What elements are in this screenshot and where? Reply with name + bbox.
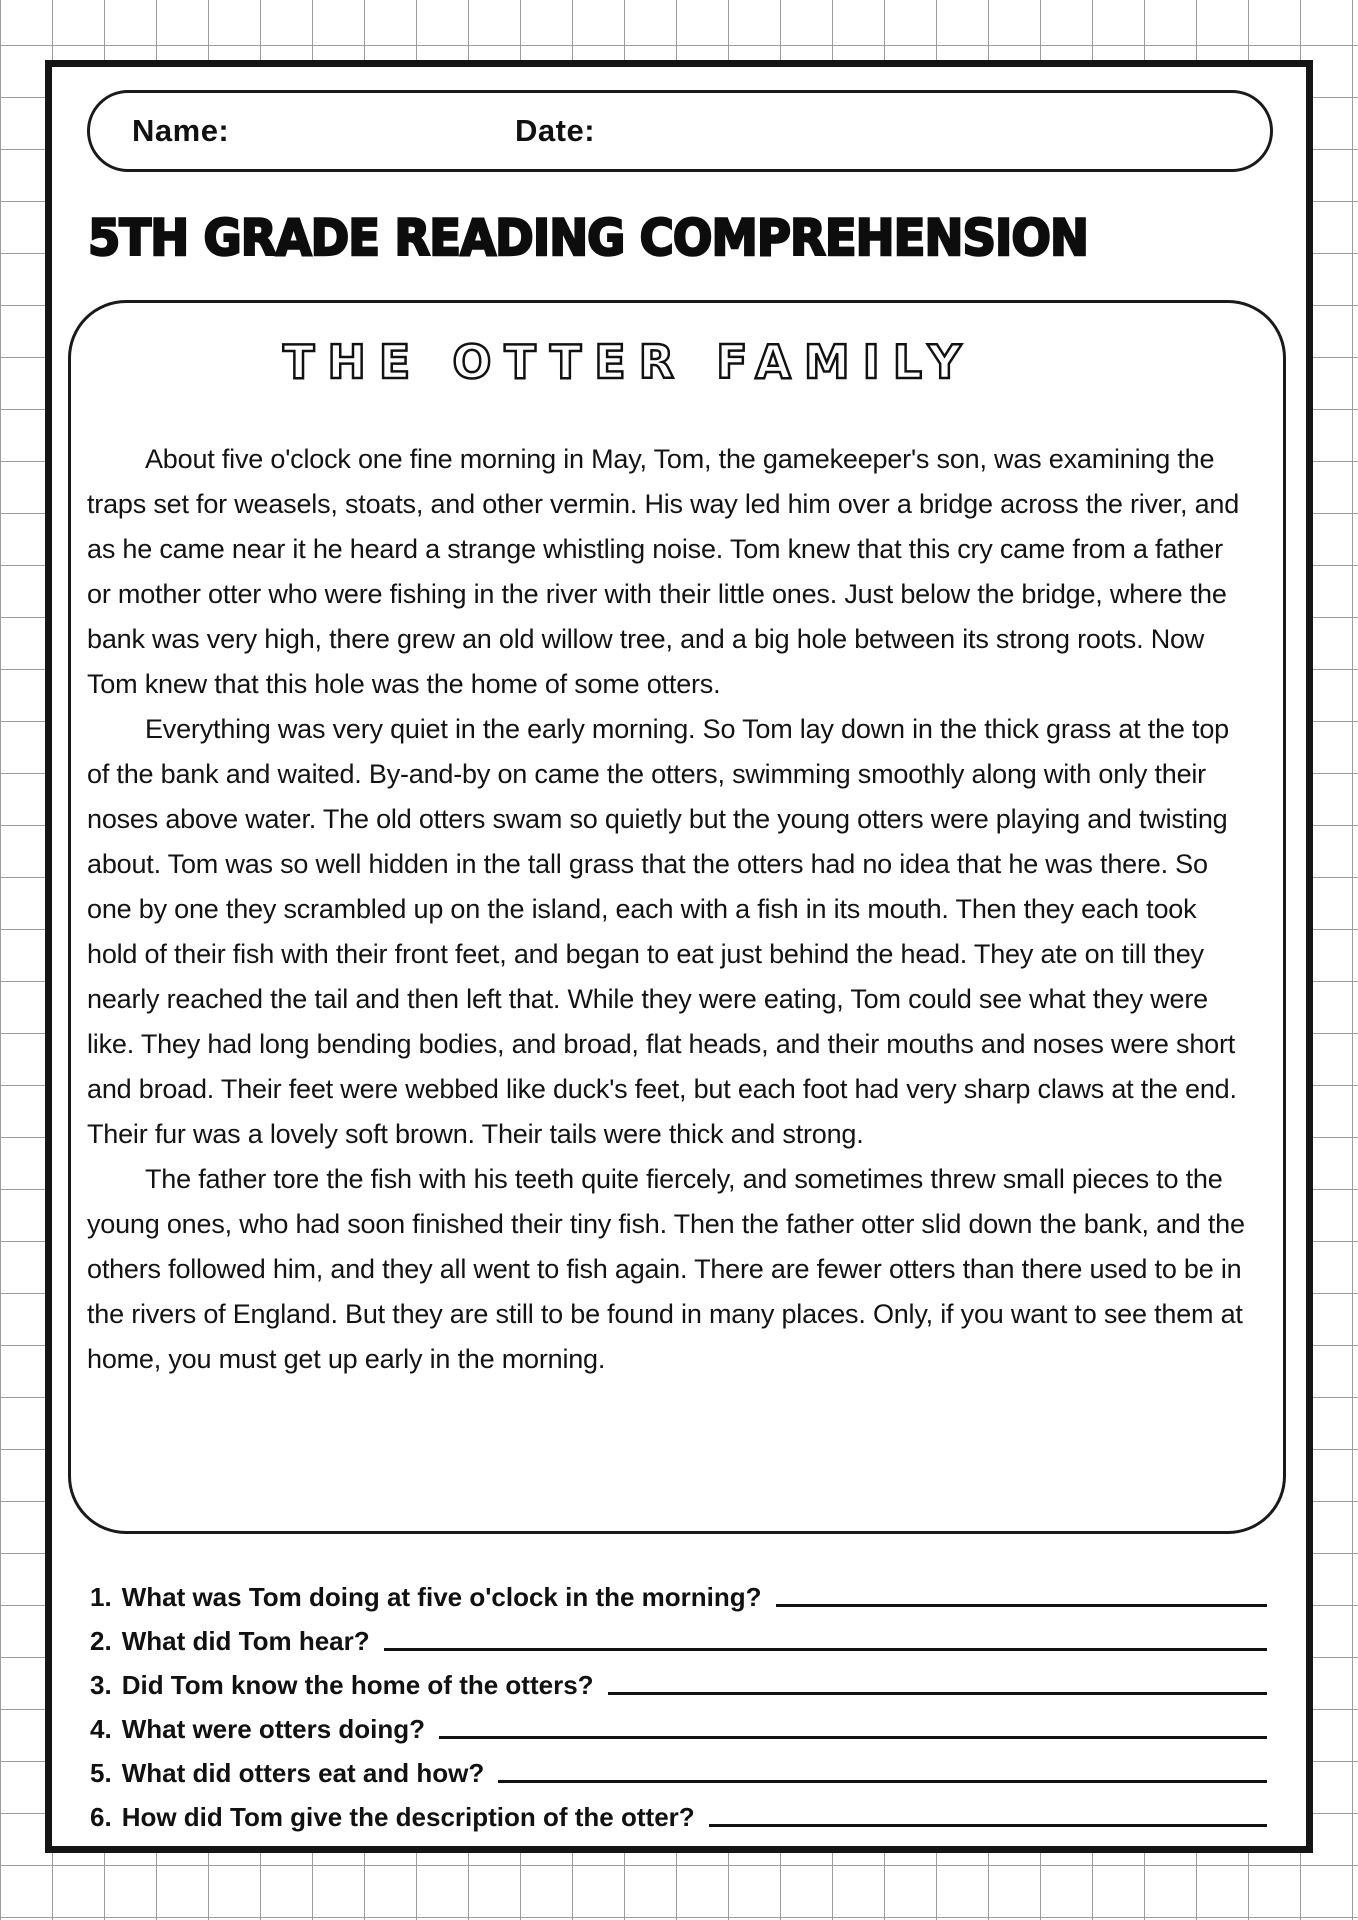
question-row [90,1569,1267,1613]
question-number: 5. [90,1758,112,1788]
story-title: THE OTTER FAMILY [283,335,975,389]
story-paragraph: Everything was very quiet in the early morning. So Tom lay down in the thick grass at the top of the bank and waited. By-and-by on came the otters, swimming smoothly along with only their noses above water. The old otters swam so quietly but the young otters were playing and twisting about. Tom was so well hidden in the tall grass that the otters had no idea that he was there. So one by one they scrambled up on the island, each with a fish in its mouth. Then they each took hold of their fish with their front feet, and began to eat just behind the head. They ate on till they nearly reached the tail and then left that. While they were eating, Tom could see what they were like. They had long bending bodies, and broad, flat heads, and their mouths and noses were short and broad. Their feet were webbed like duck's feet, but each foot had very sharp claws at the end. Their fur was a lovely soft brown. Their tails were thick and strong. [87,714,1237,1149]
question-number: 3. [90,1670,112,1700]
name-label: Name: [132,113,230,148]
answer-line [498,1780,1267,1783]
worksheet-title: 5TH GRADE READING COMPREHENSION [88,209,1089,267]
date-label: Date: [515,113,596,148]
story-paragraph: The father tore the fish with his teeth quite fiercely, and sometimes threw small pieces to the young ones, who had soon finished their tiny fish. Then the father otter slid down the bank, and the others followed him, and they all went to fish again. There are fewer otters than there used to be in the rivers of England. But they are still to be found in many places. Only, if you want to see them at home, you must get up early in the morning. [87,1164,1245,1374]
story-paragraph: About five o'clock one fine morning in May, Tom, the gamekeeper's son, was examining the traps set for weasels, stoats, and other vermin. His way led him over a bridge across the river, and as he came near it he heard a strange whistling noise. Tom knew that this cry came from a father or mother otter who were fishing in the river with their little ones. Just below the bridge, where the bank was very high, there grew an old willow tree, and a big hole between its strong roots. Now Tom knew that this hole was the home of some otters. [87,444,1240,699]
answer-line [776,1604,1267,1607]
question-number: 4. [90,1714,112,1744]
answer-line [439,1736,1267,1739]
question-row [90,1657,1267,1701]
story-body [87,437,1249,1382]
question-text: What were otters doing? [121,1714,426,1744]
question-number: 1. [90,1582,112,1612]
question-text: What did Tom hear? [121,1626,370,1656]
story-card [68,300,1286,1534]
question-row [90,1789,1267,1833]
answer-line [608,1692,1267,1695]
worksheet-page [45,60,1313,1853]
question-number: 6. [90,1802,112,1832]
answer-line [384,1648,1267,1651]
question-text: What did otters eat and how? [121,1758,485,1788]
question-text: What was Tom doing at five o'clock in the morning? [121,1582,762,1612]
question-row [90,1701,1267,1745]
question-number: 2. [90,1626,112,1656]
questions-section [90,1569,1267,1833]
question-row [90,1745,1267,1789]
answer-line [709,1824,1267,1827]
question-text: Did Tom know the home of the otters? [121,1670,594,1700]
name-date-box [87,90,1273,172]
question-row [90,1613,1267,1657]
question-text: How did Tom give the description of the otter? [121,1802,695,1832]
